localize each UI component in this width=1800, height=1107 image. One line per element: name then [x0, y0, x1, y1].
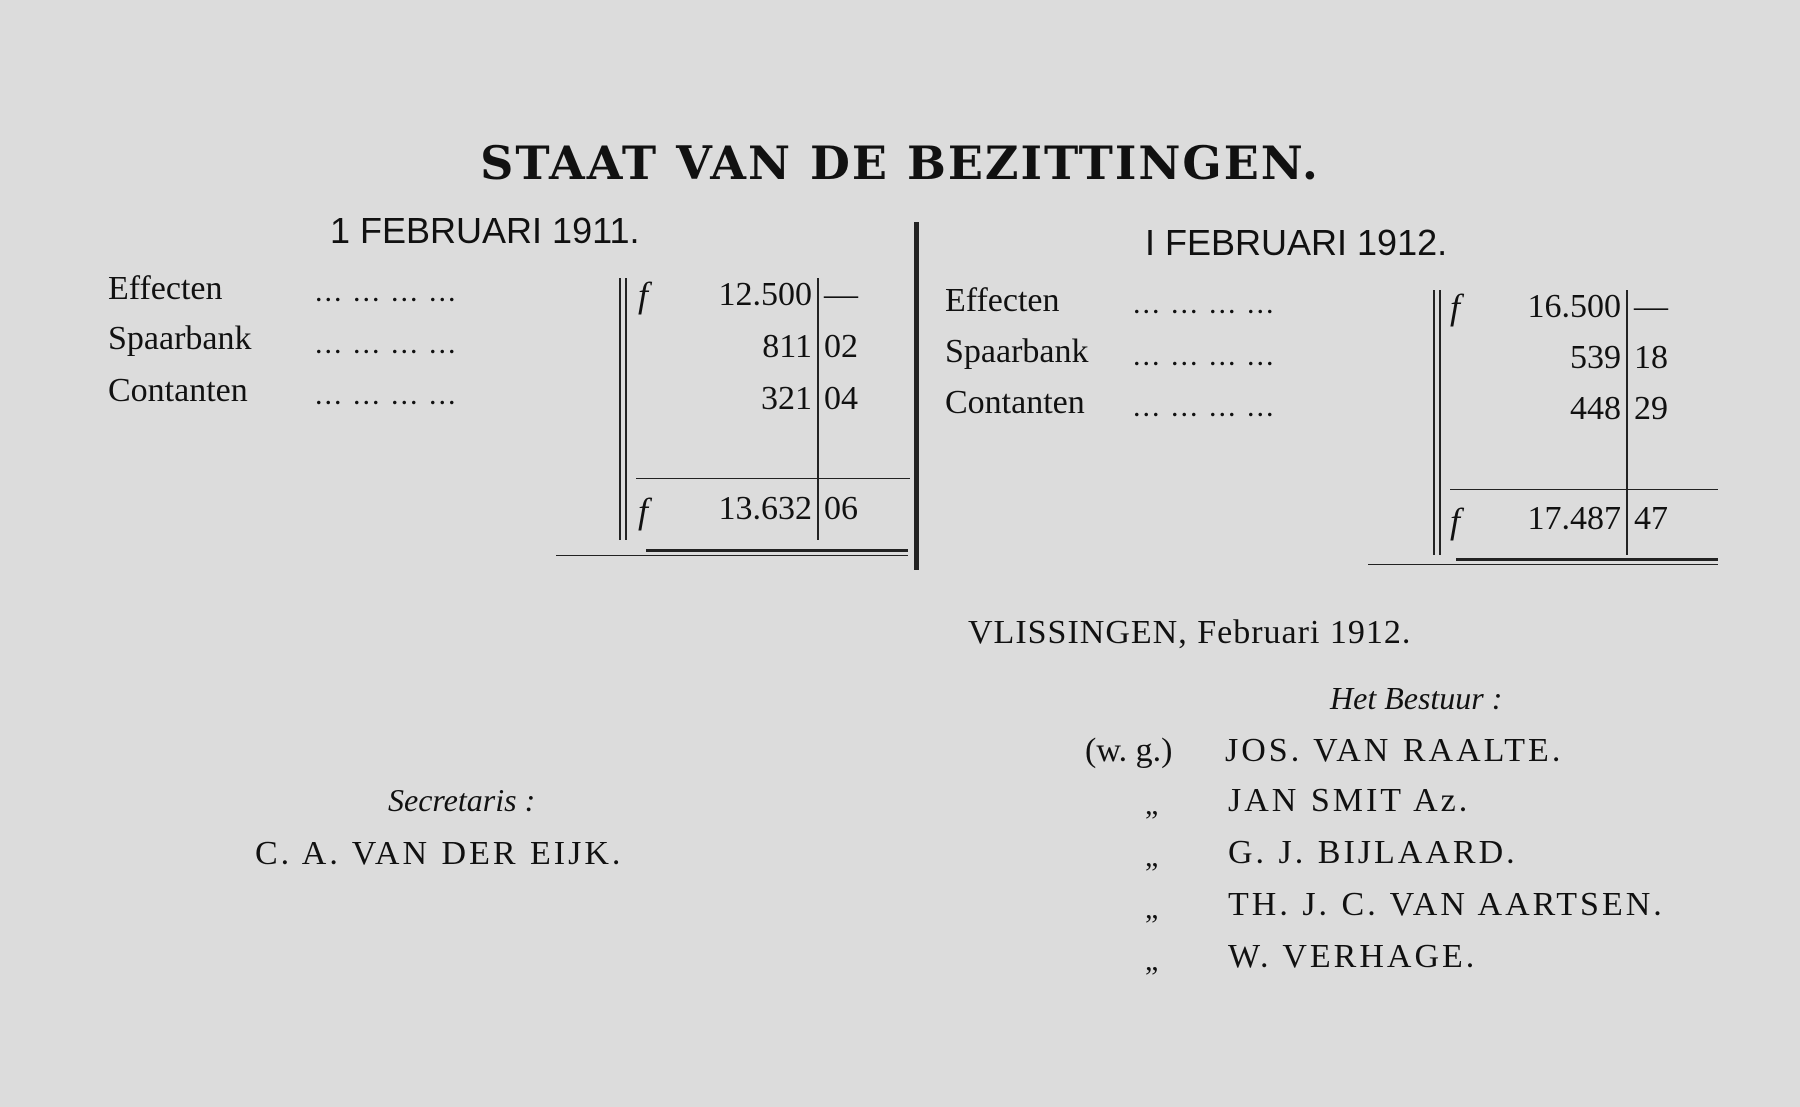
right-total-underline — [1456, 558, 1718, 561]
left-dots-effecten: ... ... ... ... — [315, 275, 458, 308]
right-sum-rule — [1450, 489, 1718, 490]
right-dots-contanten: ... ... ... ... — [1133, 390, 1276, 423]
secretaris-name: C. A. VAN DER EIJK. — [255, 835, 624, 872]
right-amount-contanten: 448 — [1570, 390, 1621, 427]
left-amount-spaarbank: 811 — [762, 328, 812, 365]
secretaris-heading: Secretaris : — [388, 782, 536, 818]
left-cents-effecten: — — [824, 276, 858, 313]
right-total-amount: 17.487 — [1527, 500, 1621, 537]
right-total-cents: 47 — [1634, 500, 1668, 537]
left-amount-contanten: 321 — [761, 380, 812, 417]
right-amount-effecten: 16.500 — [1527, 288, 1621, 325]
left-total-cents: 06 — [824, 490, 858, 527]
left-total-amount: 13.632 — [718, 490, 812, 527]
left-total-underline — [646, 549, 908, 552]
ditto-mark-2: „ — [1145, 788, 1159, 821]
bestuur-member-3: G. J. BIJLAARD. — [1228, 834, 1518, 871]
bestuur-member-4: TH. J. C. VAN AARTSEN. — [1228, 886, 1665, 923]
center-divider — [914, 222, 919, 570]
right-cents-spaarbank: 18 — [1634, 339, 1668, 376]
left-cents-rule — [817, 278, 819, 540]
right-label-effecten: Effecten — [945, 282, 1060, 319]
right-dots-effecten: ... ... ... ... — [1133, 287, 1276, 320]
left-ledger-rule-a — [619, 278, 621, 540]
right-date: I FEBRUARI 1912. — [1145, 222, 1448, 263]
bestuur-member-1: JOS. VAN RAALTE. — [1225, 732, 1564, 769]
left-total-currency-sign: f — [638, 491, 649, 531]
left-ledger-rule-b — [625, 278, 627, 540]
right-ledger-rule-a — [1433, 290, 1435, 555]
left-label-contanten: Contanten — [108, 372, 248, 409]
ditto-mark-5: „ — [1145, 944, 1159, 977]
left-dots-spaarbank: ... ... ... ... — [315, 327, 458, 360]
right-dots-spaarbank: ... ... ... ... — [1133, 339, 1276, 372]
bestuur-member-2: JAN SMIT Az. — [1228, 782, 1471, 819]
left-currency-sign: f — [638, 275, 649, 315]
bestuur-heading: Het Bestuur : — [1330, 680, 1503, 716]
right-label-spaarbank: Spaarbank — [945, 333, 1089, 370]
left-label-spaarbank: Spaarbank — [108, 320, 252, 357]
left-cents-contanten: 04 — [824, 380, 858, 417]
ditto-mark-4: „ — [1145, 892, 1159, 925]
right-label-contanten: Contanten — [945, 384, 1085, 421]
right-amount-spaarbank: 539 — [1570, 339, 1621, 376]
left-bottom-rule — [556, 555, 908, 556]
left-amount-effecten: 12.500 — [718, 276, 812, 313]
right-bottom-rule — [1368, 564, 1718, 565]
left-dots-contanten: ... ... ... ... — [315, 378, 458, 411]
page-title: STAAT VAN DE BEZITTINGEN. — [480, 136, 1320, 190]
right-currency-sign: f — [1450, 287, 1461, 327]
left-sum-rule — [636, 478, 910, 479]
ditto-mark-3: „ — [1145, 840, 1159, 873]
right-total-currency-sign: f — [1450, 501, 1461, 541]
left-cents-spaarbank: 02 — [824, 328, 858, 365]
left-date: 1 FEBRUARI 1911. — [330, 210, 640, 251]
right-cents-rule — [1626, 290, 1628, 555]
place-date: VLISSINGEN, Februari 1912. — [968, 614, 1412, 651]
right-cents-effecten: — — [1634, 288, 1668, 325]
right-cents-contanten: 29 — [1634, 390, 1668, 427]
bestuur-prefix: (w. g.) — [1085, 732, 1173, 769]
left-label-effecten: Effecten — [108, 270, 223, 307]
bestuur-member-5: W. VERHAGE. — [1228, 938, 1478, 975]
right-ledger-rule-b — [1439, 290, 1441, 555]
